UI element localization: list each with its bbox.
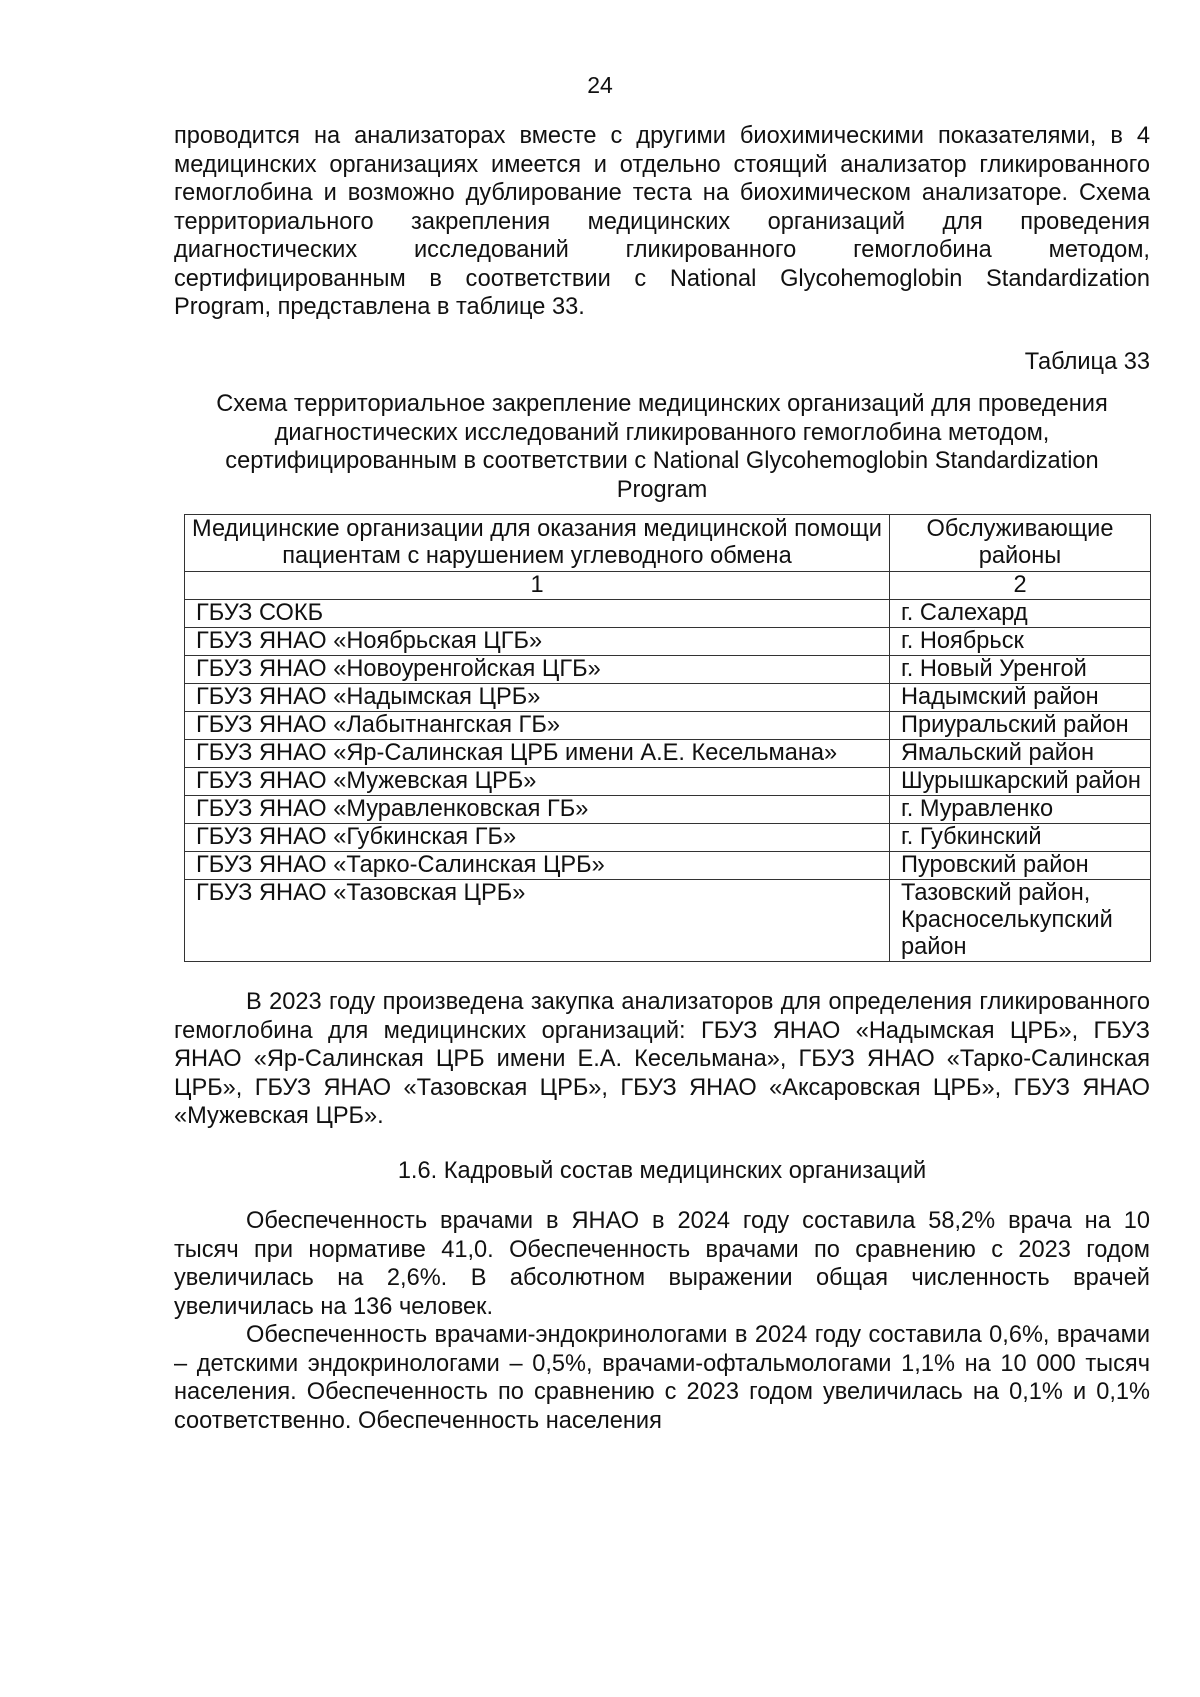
purchase-paragraph: В 2023 году произведена закупка анализаторов для определения гликированного гемоглобина для медицинских организаций: ГБУЗ ЯНАО «Надымская ЦРБ», ГБУЗ ЯНАО «Яр-Салинская ЦРБ имени Е.А. Кесельмана», ГБУЗ ЯНАО «Тарко-Салинская ЦРБ», ГБУЗ ЯНАО «Тазовская ЦРБ», ГБУЗ ЯНАО «Аксаровская ЦРБ», ГБУЗ ЯНАО «Мужевская ЦРБ». (174, 989, 1150, 1129)
header-areas: Обслуживающие районы (890, 515, 1151, 572)
organization-cell: ГБУЗ ЯНАО «Лабытнангская ГБ» (185, 712, 890, 740)
area-cell: г. Губкинский (890, 824, 1151, 852)
area-cell: Пуровский район (890, 852, 1151, 880)
header-organizations: Медицинские организации для оказания медицинской помощи пациентам с нарушением углеводного обмена (185, 515, 890, 572)
organizations-table (184, 514, 1151, 962)
table-row (185, 600, 1151, 628)
page-content (174, 122, 1150, 1435)
area-cell: Ямальский район (890, 740, 1151, 768)
table-row (185, 824, 1151, 852)
area-cell: Шурышкарский район (890, 768, 1151, 796)
table-caption: Схема территориальное закрепление медицинских организаций для проведения диагностических исследований гликированного гемоглобина методом, сертифицированным в соответствии с National Glycohemoglobin Standardization Program (216, 391, 1108, 503)
table-body (185, 572, 1151, 962)
organization-cell: ГБУЗ СОКБ (185, 600, 890, 628)
table-row (185, 852, 1151, 880)
organization-cell: ГБУЗ ЯНАО «Муравленковская ГБ» (185, 796, 890, 824)
organization-cell: ГБУЗ ЯНАО «Надымская ЦРБ» (185, 684, 890, 712)
area-cell: Надымский район (890, 684, 1151, 712)
table-row (185, 768, 1151, 796)
organization-cell: ГБУЗ ЯНАО «Мужевская ЦРБ» (185, 768, 890, 796)
organization-cell: ГБУЗ ЯНАО «Губкинская ГБ» (185, 824, 890, 852)
table-row (185, 656, 1151, 684)
table-label: Таблица 33 (1024, 348, 1150, 375)
organization-cell: ГБУЗ ЯНАО «Яр-Салинская ЦРБ имени А.Е. Кесельмана» (185, 740, 890, 768)
area-cell: г. Новый Уренгой (890, 656, 1151, 684)
staff-paragraph-1: Обеспеченность врачами в ЯНАО в 2024 году составила 58,2% врача на 10 тысяч при нормативе 41,0. Обеспеченность врачами по сравнению с 2023 годом увеличилась на 2,6%. В абсолютном выражении общая численность врачей увеличилась на 136 человек. (174, 1208, 1150, 1320)
table-row (185, 880, 1151, 962)
organization-cell: ГБУЗ ЯНАО «Ноябрьская ЦГБ» (185, 628, 890, 656)
area-cell: Приуральский район (890, 712, 1151, 740)
section-title: 1.6. Кадровый состав медицинских организаций (397, 1157, 927, 1184)
table-row (185, 740, 1151, 768)
area-cell: г. Муравленко (890, 796, 1151, 824)
page-number: 24 (587, 72, 613, 98)
column-number-1: 1 (185, 572, 890, 600)
column-number-row (185, 572, 1151, 600)
table-row (185, 684, 1151, 712)
area-cell: Тазовский район, Красноселькупский район (890, 880, 1151, 962)
organization-cell: ГБУЗ ЯНАО «Тарко-Салинская ЦРБ» (185, 852, 890, 880)
table-row (185, 796, 1151, 824)
table-row (185, 628, 1151, 656)
organization-cell: ГБУЗ ЯНАО «Новоуренгойская ЦГБ» (185, 656, 890, 684)
area-cell: г. Ноябрьск (890, 628, 1151, 656)
table-header-row (185, 515, 1151, 572)
organization-cell: ГБУЗ ЯНАО «Тазовская ЦРБ» (185, 880, 890, 962)
column-number-2: 2 (890, 572, 1151, 600)
staff-paragraph-2: Обеспеченность врачами-эндокринологами в 2024 году составила 0,6%, врачами – детскими эндокринологами – 0,5%, врачами-офтальмологами 1,1% на 10 000 тысяч населения. Обеспеченность по сравнению с 2023 годом увеличилась на 0,1% и 0,1% соответственно. Обеспеченность населения (174, 1322, 1150, 1434)
table-row (185, 712, 1151, 740)
intro-paragraph: проводится на анализаторах вместе с другими биохимическими показателями, в 4 медицинских организациях имеется и отдельно стоящий анализатор гликированного гемоглобина и возможно дублирование теста на биохимическом анализаторе. Схема территориального закрепления медицинских организаций для проведения диагностических исследований гликированного гемоглобина методом, сертифицированным в соответствии с National Glycohemoglobin Standardization Program, представлена в таблице 33. (174, 123, 1150, 320)
area-cell: г. Салехард (890, 600, 1151, 628)
